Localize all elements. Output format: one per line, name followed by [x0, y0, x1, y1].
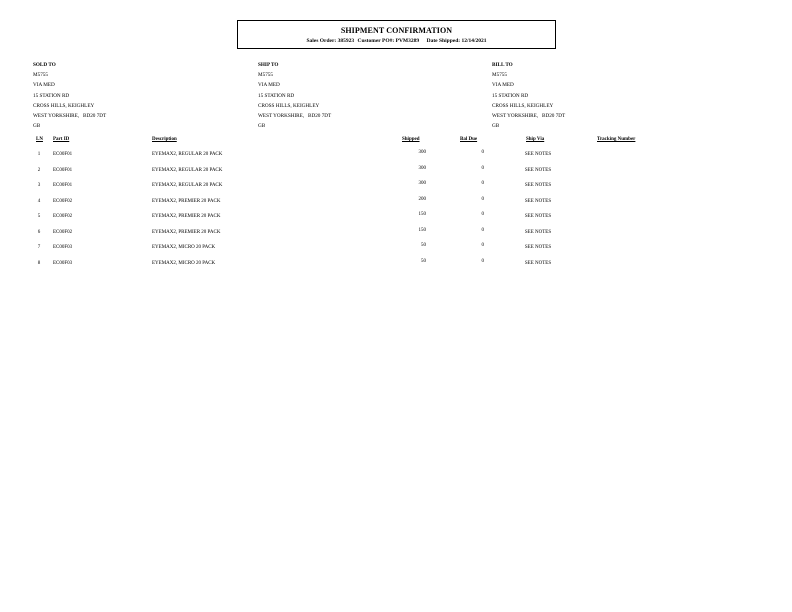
sold-to-line: VIA MED: [33, 82, 55, 89]
line-number: 5: [37, 214, 41, 219]
column-header-ln: LN: [36, 137, 43, 142]
header-box: [237, 20, 556, 49]
table-row: [0, 227, 792, 240]
ship-to-block: [258, 60, 331, 131]
part-id: EC00F01: [53, 183, 73, 188]
part-id: EC00F03: [53, 260, 73, 266]
ship-to-line: GB: [258, 123, 266, 130]
bill-to-line: WEST YORKSHIRE, BD20 7DT: [492, 113, 566, 120]
table-row: [0, 214, 792, 224]
bal-due: 0: [481, 227, 484, 233]
table-row: [0, 196, 792, 209]
bal-due: 0: [481, 243, 484, 248]
column-header-ship-via: Ship Via: [526, 137, 545, 142]
part-id: EC00F02: [53, 214, 73, 219]
ship-via: SEE NOTES: [524, 198, 552, 204]
table-row: [0, 245, 792, 255]
description: EYEMAX2, MICRO 20 PACK: [152, 260, 216, 266]
bill-to-line: 15 STATION RD: [492, 92, 529, 99]
ship-to-line: CROSS HILLS, KEIGHLEY: [258, 102, 320, 109]
bill-to-line: VIA MED: [492, 82, 514, 89]
sold-to-line: 15 STATION RD: [33, 92, 70, 99]
shipped-qty: 150: [418, 212, 426, 217]
bal-due: 0: [481, 165, 484, 171]
shipped-qty: 300: [418, 150, 426, 155]
bal-due: 0: [481, 258, 484, 264]
ship-via: SEE NOTES: [524, 260, 552, 266]
description: EYEMAX2, REGULAR 20 PACK: [152, 183, 223, 188]
description: EYEMAX2, PREMIER 20 PACK: [152, 214, 221, 219]
shipped-qty: 150: [418, 227, 426, 233]
line-number: 4: [37, 198, 41, 204]
sold-to-block: [33, 60, 106, 131]
column-header-shipped: Shipped: [402, 137, 420, 142]
shipped-qty: 200: [418, 196, 426, 202]
sold-to-line: CROSS HILLS, KEIGHLEY: [33, 102, 95, 109]
description: EYEMAX2, PREMIER 20 PACK: [152, 229, 221, 235]
page-title: SHIPMENT CONFIRMATION: [340, 26, 453, 35]
line-number: 1: [37, 152, 41, 157]
ship-via: SEE NOTES: [524, 229, 552, 235]
description: EYEMAX2, MICRO 20 PACK: [152, 245, 216, 250]
line-number: 7: [37, 245, 41, 250]
sold-to-heading: SOLD TO: [33, 62, 56, 68]
part-id: EC00F02: [53, 198, 73, 204]
line-number: 8: [37, 260, 41, 266]
bal-due: 0: [481, 212, 484, 217]
sold-to-line: GB: [33, 123, 41, 130]
sales-order: Sales Order: 385923: [306, 38, 355, 44]
ship-to-heading: SHIP TO: [258, 62, 279, 68]
column-header-tracking: Tracking Number: [597, 137, 636, 142]
table-row: [0, 165, 792, 178]
description: EYEMAX2, REGULAR 20 PACK: [152, 167, 223, 173]
ship-to-line: 15 STATION RD: [258, 92, 295, 99]
bal-due: 0: [481, 196, 484, 202]
ship-via: SEE NOTES: [524, 167, 552, 173]
bill-to-heading: BILL TO: [492, 62, 513, 68]
ship-via: SEE NOTES: [524, 245, 552, 250]
column-header-part: Part ID: [53, 137, 70, 142]
order-summary: [238, 38, 555, 44]
column-header-bal-due: Bal Due: [460, 137, 478, 142]
ship-to-line: VIA MED: [258, 82, 280, 89]
part-id: EC00F01: [53, 167, 73, 173]
line-number: 2: [37, 167, 41, 173]
shipped-qty: 50: [421, 243, 426, 248]
date-shipped: Date Shipped: 12/14/2021: [426, 38, 487, 44]
bal-due: 0: [481, 181, 484, 186]
description: EYEMAX2, PREMIER 20 PACK: [152, 198, 221, 204]
line-number: 6: [37, 229, 41, 235]
ship-to-line: M5755: [258, 72, 273, 79]
shipped-qty: 300: [418, 181, 426, 186]
ship-to-line: WEST YORKSHIRE, BD20 7DT: [258, 113, 332, 120]
table-row: [0, 152, 792, 162]
bill-to-line: M5755: [492, 72, 507, 79]
customer-po: Customer PO#: PVM3289: [357, 38, 420, 44]
table-row: [0, 183, 792, 193]
table-row: [0, 258, 792, 271]
column-header-description: Description: [152, 137, 177, 142]
part-id: EC00F01: [53, 152, 73, 157]
bill-to-line: GB: [492, 123, 500, 130]
shipped-qty: 50: [421, 258, 426, 264]
shipped-qty: 300: [418, 165, 426, 171]
ship-via: SEE NOTES: [524, 183, 552, 188]
ship-via: SEE NOTES: [524, 152, 552, 157]
sold-to-line: WEST YORKSHIRE, BD20 7DT: [33, 113, 107, 120]
description: EYEMAX2, REGULAR 20 PACK: [152, 152, 223, 157]
ship-via: SEE NOTES: [524, 214, 552, 219]
part-id: EC00F03: [53, 245, 73, 250]
bill-to-line: CROSS HILLS, KEIGHLEY: [492, 102, 554, 109]
sold-to-line: M5755: [33, 72, 48, 79]
part-id: EC00F02: [53, 229, 73, 235]
bal-due: 0: [481, 150, 484, 155]
bill-to-block: [492, 60, 565, 131]
line-number: 3: [37, 183, 41, 188]
